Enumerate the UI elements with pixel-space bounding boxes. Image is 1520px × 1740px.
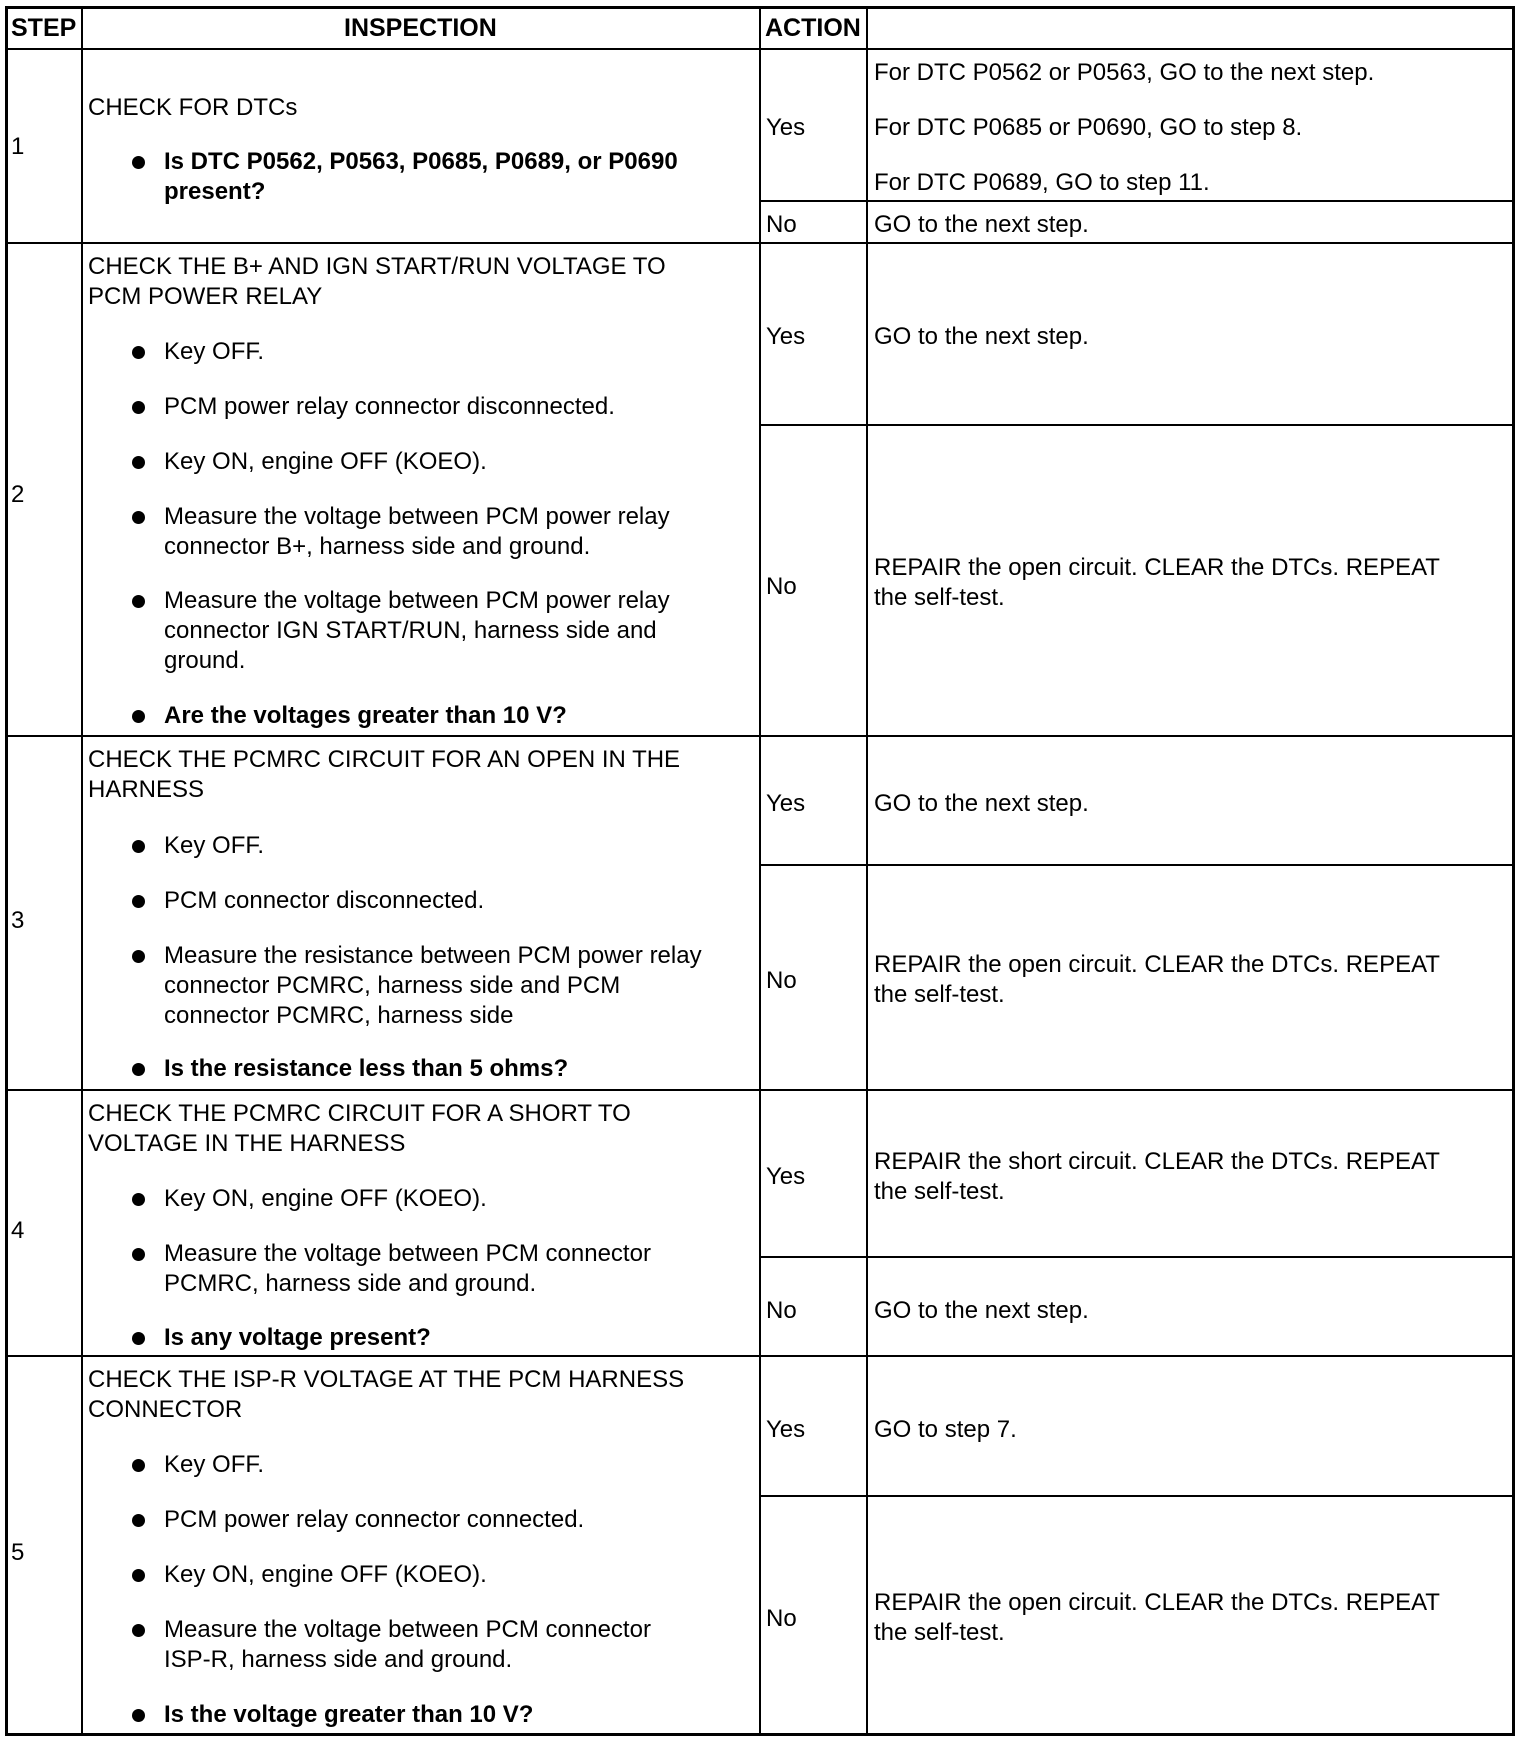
bullet-icon xyxy=(132,1459,145,1472)
yes-action: the self-test. xyxy=(874,1178,1005,1205)
bullet-icon xyxy=(132,1193,145,1206)
inspection-heading: PCM POWER RELAY xyxy=(88,283,323,310)
inspection-question: present? xyxy=(164,178,266,205)
inspection-question: Is DTC P0562, P0563, P0685, P0689, or P0690 xyxy=(164,148,678,175)
inspection-step: PCM power relay connector connected. xyxy=(164,1506,585,1533)
header-inspection: INSPECTION xyxy=(344,14,497,42)
inspection-step: Key ON, engine OFF (KOEO). xyxy=(164,1561,487,1588)
inspection-step: Key OFF. xyxy=(164,338,265,365)
row-divider-2 xyxy=(5,735,1515,737)
inspection-heading: CHECK THE B+ AND IGN START/RUN VOLTAGE TO xyxy=(88,253,666,280)
header-divider xyxy=(5,48,1515,50)
bullet-icon xyxy=(132,511,145,524)
no-label: No xyxy=(766,967,797,994)
bullet-icon xyxy=(132,1063,145,1076)
header-step: STEP xyxy=(11,14,77,42)
bullet-icon xyxy=(132,401,145,414)
yes-action: For DTC P0685 or P0690, GO to step 8. xyxy=(874,114,1303,141)
inspection-step: Key ON, engine OFF (KOEO). xyxy=(164,448,487,475)
inspection-heading: HARNESS xyxy=(88,776,205,803)
inspection-heading: CHECK THE PCMRC CIRCUIT FOR AN OPEN IN THE xyxy=(88,746,681,773)
inspection-step: connector PCMRC, harness side xyxy=(164,1002,514,1029)
no-label: No xyxy=(766,211,797,238)
inspection-step: ground. xyxy=(164,647,246,674)
no-action: GO to the next step. xyxy=(874,1297,1089,1324)
inspection-question: Is any voltage present? xyxy=(164,1324,431,1351)
inspection-step: Measure the voltage between PCM connector xyxy=(164,1616,651,1643)
bullet-icon xyxy=(132,1514,145,1527)
diagnostic-table xyxy=(5,6,1516,1736)
bullet-icon xyxy=(132,456,145,469)
no-action: GO to the next step. xyxy=(874,211,1089,238)
inspection-step: Key OFF. xyxy=(164,832,265,859)
bullet-icon xyxy=(132,895,145,908)
no-action: the self-test. xyxy=(874,1619,1005,1646)
inspection-step: Key ON, engine OFF (KOEO). xyxy=(164,1185,487,1212)
bullet-icon xyxy=(132,1248,145,1261)
yes-action: For DTC P0562 or P0563, GO to the next step. xyxy=(874,59,1375,86)
no-label: No xyxy=(766,1605,797,1632)
inspection-step: PCMRC, harness side and ground. xyxy=(164,1270,537,1297)
bullet-icon xyxy=(132,1569,145,1582)
no-label: No xyxy=(766,573,797,600)
yes-label: Yes xyxy=(766,1416,806,1443)
inspection-question: Is the resistance less than 5 ohms? xyxy=(164,1055,569,1082)
bullet-icon xyxy=(132,950,145,963)
yes-action: For DTC P0689, GO to step 11. xyxy=(874,169,1210,196)
no-action: the self-test. xyxy=(874,584,1005,611)
yesno-divider-4 xyxy=(759,1256,1515,1258)
inspection-step: PCM power relay connector disconnected. xyxy=(164,393,615,420)
yes-label: Yes xyxy=(766,1163,806,1190)
bullet-icon xyxy=(132,595,145,608)
inspection-step: connector IGN START/RUN, harness side and xyxy=(164,617,657,644)
step-number: 5 xyxy=(11,1539,25,1566)
no-action: the self-test. xyxy=(874,981,1005,1008)
yesno-divider-2 xyxy=(759,424,1515,426)
no-label: No xyxy=(766,1297,797,1324)
bullet-icon xyxy=(132,710,145,723)
yes-action: GO to the next step. xyxy=(874,790,1089,817)
table-border-left xyxy=(5,6,8,1736)
bullet-icon xyxy=(132,840,145,853)
inspection-question: Are the voltages greater than 10 V? xyxy=(164,702,567,729)
row-divider-3 xyxy=(5,1089,1515,1091)
bullet-icon xyxy=(132,1709,145,1722)
yes-action: GO to the next step. xyxy=(874,323,1089,350)
inspection-heading: CONNECTOR xyxy=(88,1396,243,1423)
row-divider-4 xyxy=(5,1355,1515,1357)
bullet-icon xyxy=(132,1624,145,1637)
bullet-icon xyxy=(132,1332,145,1345)
inspection-question: Is the voltage greater than 10 V? xyxy=(164,1701,534,1728)
inspection-step: ISP-R, harness side and ground. xyxy=(164,1646,513,1673)
col-divider-action xyxy=(866,6,868,1736)
header-action: ACTION xyxy=(765,14,861,42)
inspection-step: Measure the voltage between PCM connector xyxy=(164,1240,651,1267)
inspection-step: Measure the voltage between PCM power relay xyxy=(164,587,670,614)
inspection-step: Measure the resistance between PCM power relay xyxy=(164,942,702,969)
inspection-heading: CHECK FOR DTCs xyxy=(88,94,298,121)
inspection-heading: CHECK THE ISP-R VOLTAGE AT THE PCM HARNESS xyxy=(88,1366,685,1393)
step-number: 2 xyxy=(11,481,25,508)
table-border-right xyxy=(1512,6,1515,1736)
inspection-step: connector PCMRC, harness side and PCM xyxy=(164,972,621,999)
step-number: 3 xyxy=(11,907,25,934)
step-number: 1 xyxy=(11,133,25,160)
inspection-heading: CHECK THE PCMRC CIRCUIT FOR A SHORT TO xyxy=(88,1100,631,1127)
no-action: REPAIR the open circuit. CLEAR the DTCs. REPEAT xyxy=(874,1589,1440,1616)
inspection-step: Key OFF. xyxy=(164,1451,265,1478)
yes-label: Yes xyxy=(766,114,806,141)
no-action: REPAIR the open circuit. CLEAR the DTCs. REPEAT xyxy=(874,951,1440,978)
col-divider-inspection xyxy=(759,6,761,1736)
col-divider-step xyxy=(81,6,83,1736)
yes-label: Yes xyxy=(766,323,806,350)
yes-label: Yes xyxy=(766,790,806,817)
yes-action: GO to step 7. xyxy=(874,1416,1017,1443)
inspection-heading: VOLTAGE IN THE HARNESS xyxy=(88,1130,406,1157)
row-divider-1 xyxy=(5,242,1515,244)
inspection-step: PCM connector disconnected. xyxy=(164,887,485,914)
yes-action: REPAIR the short circuit. CLEAR the DTCs. REPEAT xyxy=(874,1148,1440,1175)
yesno-divider-1 xyxy=(759,200,1515,202)
inspection-step: Measure the voltage between PCM power relay xyxy=(164,503,670,530)
bullet-icon xyxy=(132,346,145,359)
step-number: 4 xyxy=(11,1217,25,1244)
inspection-step: connector B+, harness side and ground. xyxy=(164,533,591,560)
yesno-divider-5 xyxy=(759,1495,1515,1497)
no-action: REPAIR the open circuit. CLEAR the DTCs. REPEAT xyxy=(874,554,1440,581)
yesno-divider-3 xyxy=(759,864,1515,866)
bullet-icon xyxy=(132,156,145,169)
